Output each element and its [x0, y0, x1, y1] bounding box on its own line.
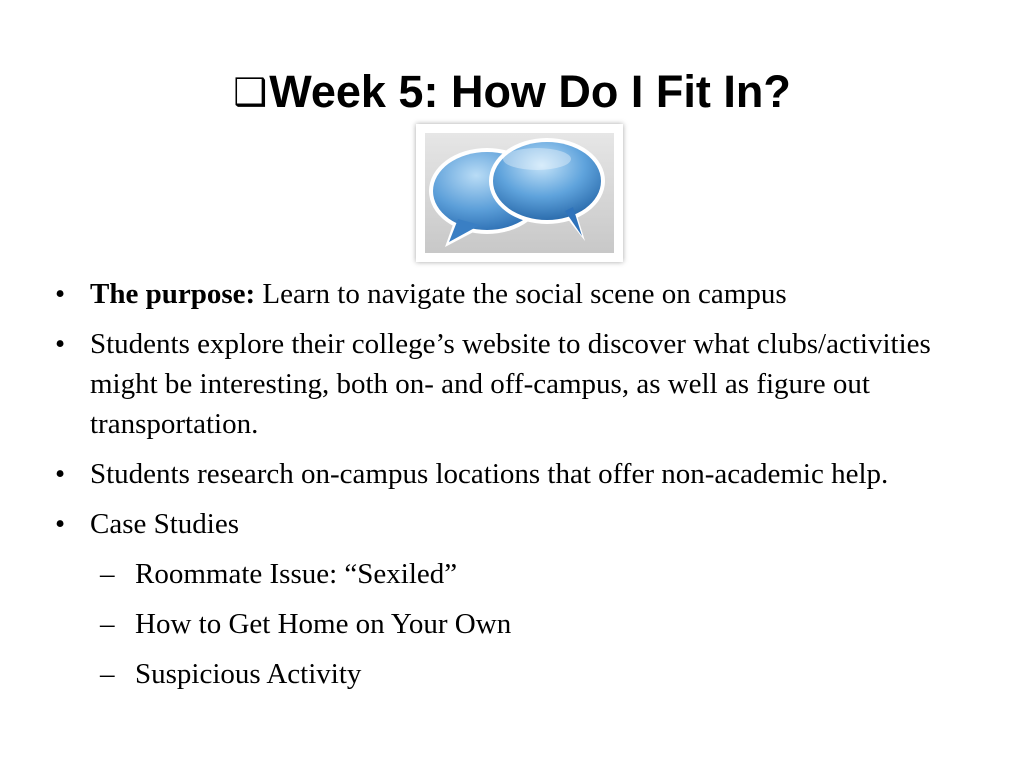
- bullet-item-case-studies: [55, 504, 975, 694]
- dash-glyph: –: [100, 608, 115, 640]
- speech-bubbles-picture: [416, 124, 623, 262]
- sub-bullet-text: Roommate Issue: “Sexiled”: [135, 558, 458, 590]
- bullet-text: Learn to navigate the social scene on campus: [255, 278, 787, 310]
- dash-glyph: –: [100, 558, 115, 590]
- bullet-glyph: •: [55, 278, 66, 310]
- slide-title-text: Week 5: How Do I Fit In?: [269, 66, 791, 117]
- bullet-bold-label: The purpose:: [90, 278, 256, 310]
- speech-bubbles-icon: [425, 133, 614, 253]
- bullet-text: Students explore their college’s website to discover what clubs/activities might be interesting, both on- and off-campus, as well as figure out transportation.: [90, 328, 931, 440]
- bullet-list: [55, 274, 975, 704]
- bullet-glyph: •: [55, 508, 66, 540]
- sub-bullet-item: [90, 554, 975, 594]
- dash-glyph: –: [100, 658, 115, 690]
- bullet-item-purpose: [55, 274, 975, 314]
- sub-bullet-item: [90, 654, 975, 694]
- sub-bullet-list: [90, 554, 975, 694]
- checkbox-icon: ❑: [233, 70, 268, 114]
- sub-bullet-text: How to Get Home on Your Own: [135, 608, 512, 640]
- bullet-text: Case Studies: [90, 508, 240, 540]
- bullet-glyph: •: [55, 458, 66, 490]
- sub-bullet-item: [90, 604, 975, 644]
- bullet-text: Students research on-campus locations that offer non-academic help.: [90, 458, 889, 490]
- bullet-item-explore: [55, 324, 975, 444]
- bullet-glyph: •: [55, 328, 66, 360]
- sub-bullet-text: Suspicious Activity: [135, 658, 362, 690]
- bullet-item-research: [55, 454, 975, 494]
- slide-title: [0, 62, 1024, 122]
